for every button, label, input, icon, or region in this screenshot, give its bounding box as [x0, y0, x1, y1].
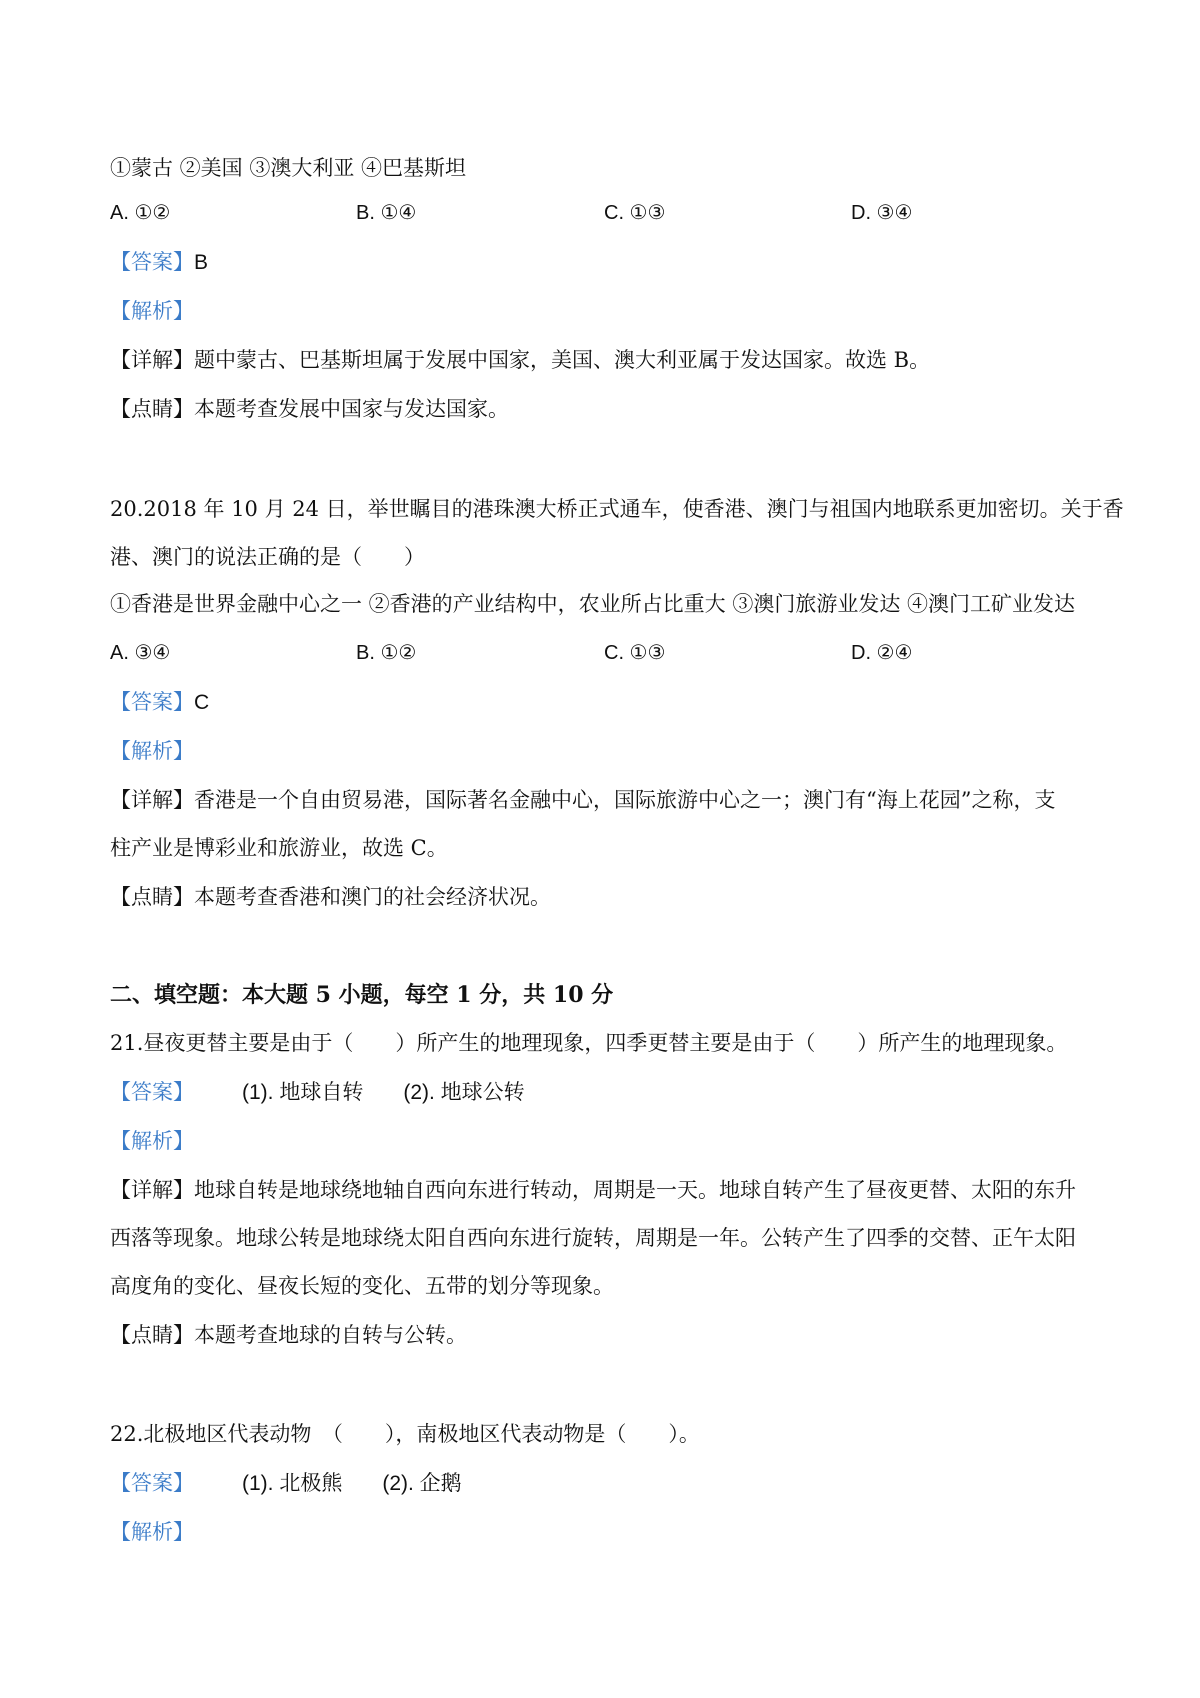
q21-detail-line2: 西落等现象。地球公转是地球绕太阳自西向东进行旋转，周期是一年。公转产生了四季的交替、正午太阳 [110, 1226, 1076, 1250]
q22-analysis-tag: 【解析】 [110, 1520, 194, 1544]
section-heading: 二、填空题：本大题 5 小题，每空 1 分，共 10 分 [110, 982, 614, 1008]
q19-option-b: B. ①④ [356, 202, 417, 224]
point-text: 本题考查发展中国家与发达国家。 [194, 397, 509, 421]
q19-option-d: D. ③④ [851, 202, 913, 224]
answer-tag: 【答案】 [110, 250, 194, 274]
q20-statements: ①香港是世界金融中心之一 ②香港的产业结构中，农业所占比重大 ③澳门旅游业发达 ④澳门工矿业发达 [110, 592, 1076, 616]
answer-blank-1: (1). 地球自转 [242, 1081, 364, 1104]
q21-detail-line1 [110, 1176, 1076, 1204]
point-tag: 【点睛】 [110, 397, 194, 421]
answer-blank-2: (2). 地球公转 [403, 1081, 525, 1104]
point-tag: 【点睛】 [110, 885, 194, 909]
q20-option-a: A. ③④ [110, 642, 171, 664]
q20-answer [110, 688, 209, 717]
q20-option-b: B. ①② [356, 642, 417, 664]
q20-detail-line1 [110, 786, 1055, 814]
q19-statements: ①蒙古 ②美国 ③澳大利亚 ④巴基斯坦 [110, 156, 467, 180]
answer-tag: 【答案】 [110, 1471, 194, 1495]
point-tag: 【点睛】 [110, 1323, 194, 1347]
answer-tag: 【答案】 [110, 1080, 194, 1104]
q19-point [110, 395, 509, 423]
q20-option-c: C. ①③ [604, 642, 666, 664]
q21-detail-line3: 高度角的变化、昼夜长短的变化、五带的划分等现象。 [110, 1274, 614, 1298]
q20-point [110, 883, 551, 911]
q20-stem-line2: 港、澳门的说法正确的是（ ） [110, 545, 425, 569]
q20-option-d: D. ②④ [851, 642, 913, 664]
answer-value: C [194, 691, 210, 714]
q20-detail-line2: 柱产业是博彩业和旅游业，故选 C。 [110, 836, 448, 860]
point-text: 本题考查地球的自转与公转。 [194, 1323, 467, 1347]
q20-analysis-tag: 【解析】 [110, 739, 194, 763]
answer-blank-1: (1). 北极熊 [242, 1472, 343, 1495]
q19-detail [110, 346, 930, 374]
detail-text: 地球自转是地球绕地轴自西向东进行转动，周期是一天。地球自转产生了昼夜更替、太阳的东升 [194, 1178, 1076, 1202]
q19-analysis-tag: 【解析】 [110, 299, 194, 323]
detail-tag: 【详解】 [110, 788, 194, 812]
q21-stem: 21.昼夜更替主要是由于（ ）所产生的地理现象，四季更替主要是由于（ ）所产生的地理现象。 [110, 1031, 1068, 1055]
q21-analysis-tag: 【解析】 [110, 1129, 194, 1153]
detail-tag: 【详解】 [110, 1178, 194, 1202]
answer-tag: 【答案】 [110, 690, 194, 714]
q19-answer [110, 248, 208, 277]
detail-tag: 【详解】 [110, 348, 194, 372]
answer-blank-2: (2). 企鹅 [382, 1472, 462, 1495]
detail-text: 香港是一个自由贸易港，国际著名金融中心，国际旅游中心之一；澳门有“海上花园”之称，支 [194, 788, 1056, 812]
point-text: 本题考查香港和澳门的社会经济状况。 [194, 885, 551, 909]
q20-stem-line1: 20.2018 年 10 月 24 日，举世瞩目的港珠澳大桥正式通车，使香港、澳门与祖国内地联系更加密切。关于香 [110, 497, 1124, 521]
answer-value: B [194, 251, 209, 274]
q19-option-c: C. ①③ [604, 202, 666, 224]
q21-point [110, 1321, 467, 1349]
q22-stem: 22.北极地区代表动物 （ ），南极地区代表动物是（ ）。 [110, 1422, 700, 1446]
q21-answer [110, 1078, 525, 1107]
q22-answer [110, 1469, 462, 1498]
detail-text: 题中蒙古、巴基斯坦属于发展中国家，美国、澳大利亚属于发达国家。故选 B。 [194, 348, 931, 372]
q19-option-a: A. ①② [110, 202, 171, 224]
